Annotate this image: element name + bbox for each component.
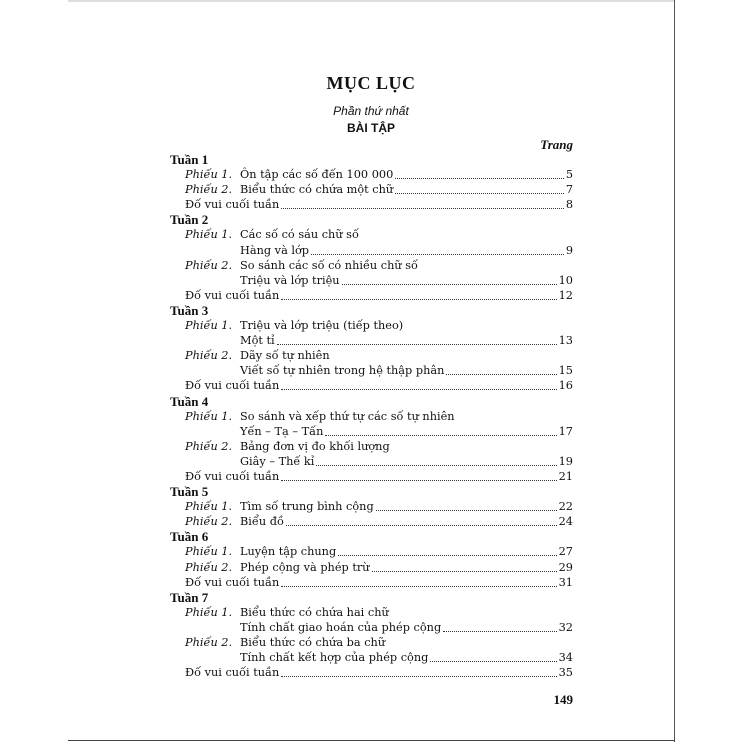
dot-leader bbox=[446, 363, 556, 375]
page-number: 149 bbox=[553, 692, 573, 707]
toc-entry bbox=[170, 273, 573, 288]
toc-page-number: 8 bbox=[565, 198, 573, 212]
toc-entry bbox=[170, 182, 573, 197]
toc-entry bbox=[170, 620, 573, 635]
toc-entry-title: Ôn tập các số đến 100 000 bbox=[240, 168, 394, 182]
week-heading: Tuần 6 bbox=[170, 529, 209, 545]
week-heading: Tuần 2 bbox=[170, 212, 209, 228]
toc-page-number: 22 bbox=[558, 500, 573, 514]
toc-entry bbox=[170, 544, 573, 559]
toc-page-number: 7 bbox=[565, 183, 573, 197]
toc-entry-title: Viết số tự nhiên trong hệ thập phân bbox=[240, 364, 445, 378]
toc-entry-title: Biểu thức có chứa ba chữ bbox=[240, 636, 386, 649]
toc-entry bbox=[170, 318, 573, 333]
toc-page-number: 35 bbox=[558, 666, 573, 680]
toc-page-number: 29 bbox=[558, 560, 573, 574]
toc-entry-row[interactable] bbox=[170, 243, 573, 258]
toc-page-number: 17 bbox=[558, 424, 573, 438]
dot-leader bbox=[311, 243, 564, 255]
toc-page-number: 21 bbox=[558, 469, 573, 483]
worksheet-label: Phiếu 1. bbox=[185, 500, 233, 514]
toc-page-number: 9 bbox=[565, 243, 573, 257]
toc-entry-row[interactable] bbox=[170, 665, 573, 680]
toc-entry-title: Một tỉ bbox=[240, 334, 275, 348]
toc-entry-row[interactable] bbox=[170, 288, 573, 303]
toc-entry-title: Triệu và lớp triệu bbox=[240, 273, 340, 287]
toc-entry bbox=[170, 227, 573, 242]
toc-page-number: 5 bbox=[565, 168, 573, 182]
toc-entry bbox=[170, 363, 573, 378]
toc-entry-title: Tính chất giao hoán của phép cộng bbox=[240, 620, 442, 634]
toc-entry-row[interactable] bbox=[170, 514, 573, 529]
toc-entry-row[interactable] bbox=[170, 544, 573, 559]
section-heading: BÀI TẬP bbox=[347, 121, 395, 135]
toc-entry-title: Giây – Thế kỉ bbox=[240, 454, 315, 468]
toc-entry-title: Tìm số trung bình cộng bbox=[240, 500, 374, 514]
worksheet-label: Phiếu 2. bbox=[185, 636, 233, 649]
dot-leader bbox=[395, 167, 564, 179]
dot-leader bbox=[281, 469, 556, 481]
toc-entry-row[interactable] bbox=[170, 424, 573, 439]
toc-entry-title: So sánh và xếp thứ tự các số tự nhiên bbox=[240, 409, 455, 423]
worksheet-label: Phiếu 1. bbox=[185, 545, 233, 559]
toc-page-number: 27 bbox=[558, 545, 573, 559]
week-heading: Tuần 5 bbox=[170, 484, 209, 500]
toc-entry-row[interactable] bbox=[170, 318, 573, 333]
dot-leader bbox=[281, 575, 556, 587]
toc-entry-row[interactable] bbox=[170, 605, 573, 620]
toc-entry-row[interactable] bbox=[170, 499, 573, 514]
toc-entry-title: Luyện tập chung bbox=[240, 545, 337, 559]
toc-entry bbox=[170, 348, 573, 363]
worksheet-label: Phiếu 1. bbox=[185, 228, 233, 242]
toc-entry-title: Tính chất kết hợp của phép cộng bbox=[240, 651, 429, 665]
toc-page-number: 10 bbox=[558, 273, 573, 287]
week-heading: Tuần 1 bbox=[170, 152, 209, 167]
toc-entry bbox=[170, 378, 573, 393]
toc-entry-row[interactable] bbox=[170, 333, 573, 348]
toc-entry bbox=[170, 333, 573, 348]
toc-entry bbox=[170, 469, 573, 484]
toc-entry-row[interactable] bbox=[170, 560, 573, 575]
toc-entry-title: Biểu đồ bbox=[240, 515, 284, 529]
toc-entry-row[interactable] bbox=[170, 363, 573, 378]
dot-leader bbox=[395, 182, 564, 194]
toc-entry-title: Bảng đơn vị đo khối lượng bbox=[240, 439, 390, 453]
toc-entry bbox=[170, 499, 573, 514]
toc-entry-title: Đố vui cuối tuần bbox=[185, 379, 280, 393]
toc-entry-row[interactable] bbox=[170, 197, 573, 212]
toc-entry-row[interactable] bbox=[170, 575, 573, 590]
toc-entry-title: Đố vui cuối tuần bbox=[185, 575, 280, 589]
worksheet-label: Phiếu 1. bbox=[185, 168, 233, 182]
toc-entry-title: So sánh các số có nhiều chữ số bbox=[240, 258, 418, 272]
toc-entry-title: Đố vui cuối tuần bbox=[185, 469, 280, 483]
page-bottom-edge bbox=[68, 740, 675, 741]
toc-entry bbox=[170, 575, 573, 590]
toc-entry-title: Đố vui cuối tuần bbox=[185, 288, 280, 302]
worksheet-label: Phiếu 2. bbox=[185, 515, 233, 529]
dot-leader bbox=[430, 650, 556, 662]
toc-entry-title: Các số có sáu chữ số bbox=[240, 228, 359, 242]
toc-entry-row[interactable] bbox=[170, 650, 573, 665]
toc-entry bbox=[170, 424, 573, 439]
toc-entry-row[interactable] bbox=[170, 378, 573, 393]
toc-entry bbox=[170, 288, 573, 303]
dot-leader bbox=[376, 499, 557, 511]
toc-page-number: 12 bbox=[558, 288, 573, 302]
toc-page-number: 24 bbox=[558, 515, 573, 529]
toc-entry-title: Biểu thức có chứa hai chữ bbox=[240, 605, 389, 619]
toc-entry-row[interactable] bbox=[170, 227, 573, 242]
toc-entry-row[interactable] bbox=[170, 454, 573, 469]
toc-entry-title: Triệu và lớp triệu (tiếp theo) bbox=[240, 319, 404, 333]
worksheet-label: Phiếu 2. bbox=[185, 349, 233, 363]
toc-entry bbox=[170, 167, 573, 182]
dot-leader bbox=[325, 424, 556, 436]
toc-entry-row[interactable] bbox=[170, 620, 573, 635]
toc-entry-row[interactable] bbox=[170, 635, 573, 650]
toc-page-number: 32 bbox=[558, 620, 573, 634]
toc-entry-title: Yến – Tạ – Tấn bbox=[240, 424, 324, 438]
toc-entry-title: Đố vui cuối tuần bbox=[185, 666, 280, 680]
toc-entry bbox=[170, 439, 573, 454]
week-heading: Tuần 7 bbox=[170, 589, 209, 605]
page-title: MỤC LỤC bbox=[326, 73, 416, 93]
page-top-edge bbox=[68, 0, 675, 2]
toc-entry bbox=[170, 258, 573, 273]
toc-page-number: 16 bbox=[558, 379, 573, 393]
toc-entry-title: Dãy số tự nhiên bbox=[240, 349, 330, 363]
dot-leader bbox=[281, 197, 564, 209]
toc-entry-title: Đố vui cuối tuần bbox=[185, 198, 280, 212]
toc-entry bbox=[170, 409, 573, 424]
dot-leader bbox=[286, 514, 557, 526]
toc-entry-row[interactable] bbox=[170, 167, 573, 182]
toc-entry bbox=[170, 454, 573, 469]
worksheet-label: Phiếu 1. bbox=[185, 605, 233, 619]
worksheet-label: Phiếu 2. bbox=[185, 560, 233, 574]
toc-entry bbox=[170, 243, 573, 258]
toc-page-number: 13 bbox=[558, 334, 573, 348]
table-of-contents bbox=[170, 152, 573, 680]
dot-leader bbox=[316, 454, 556, 466]
dot-leader bbox=[372, 560, 557, 572]
week-heading: Tuần 4 bbox=[170, 393, 209, 409]
page-column-label: Trang bbox=[540, 137, 573, 152]
dot-leader bbox=[338, 544, 556, 556]
toc-entry bbox=[170, 665, 573, 680]
toc-entry-title: Biểu thức có chứa một chữ bbox=[240, 183, 394, 197]
dot-leader bbox=[281, 288, 556, 300]
toc-entry-row[interactable] bbox=[170, 409, 573, 424]
toc-entry-row[interactable] bbox=[170, 439, 573, 454]
week-heading: Tuần 3 bbox=[170, 302, 209, 318]
toc-entry-title: Phép cộng và phép trừ bbox=[240, 560, 370, 574]
toc-entry-title: Hàng và lớp bbox=[240, 243, 310, 257]
toc-entry-row[interactable] bbox=[170, 348, 573, 363]
toc-page-number: 34 bbox=[558, 651, 573, 665]
toc-page-number: 19 bbox=[558, 454, 573, 468]
toc-entry bbox=[170, 197, 573, 212]
toc-entry-row[interactable] bbox=[170, 273, 573, 288]
worksheet-label: Phiếu 2. bbox=[185, 439, 233, 453]
worksheet-label: Phiếu 1. bbox=[185, 409, 233, 423]
toc-entry-row[interactable] bbox=[170, 258, 573, 273]
worksheet-label: Phiếu 2. bbox=[185, 183, 233, 197]
toc-entry bbox=[170, 650, 573, 665]
toc-entry-row[interactable] bbox=[170, 469, 573, 484]
toc-entry bbox=[170, 560, 573, 575]
toc-entry bbox=[170, 605, 573, 620]
dot-leader bbox=[281, 378, 556, 390]
toc-page-number: 31 bbox=[558, 575, 573, 589]
toc-page-number: 15 bbox=[558, 364, 573, 378]
part-heading: Phần thứ nhất bbox=[333, 104, 409, 118]
worksheet-label: Phiếu 2. bbox=[185, 258, 233, 272]
dot-leader bbox=[281, 665, 556, 677]
dot-leader bbox=[443, 620, 556, 632]
toc-entry-row[interactable] bbox=[170, 182, 573, 197]
dot-leader bbox=[277, 333, 557, 345]
toc-entry bbox=[170, 514, 573, 529]
worksheet-label: Phiếu 1. bbox=[185, 319, 233, 333]
toc-entry bbox=[170, 635, 573, 650]
dot-leader bbox=[342, 273, 557, 285]
